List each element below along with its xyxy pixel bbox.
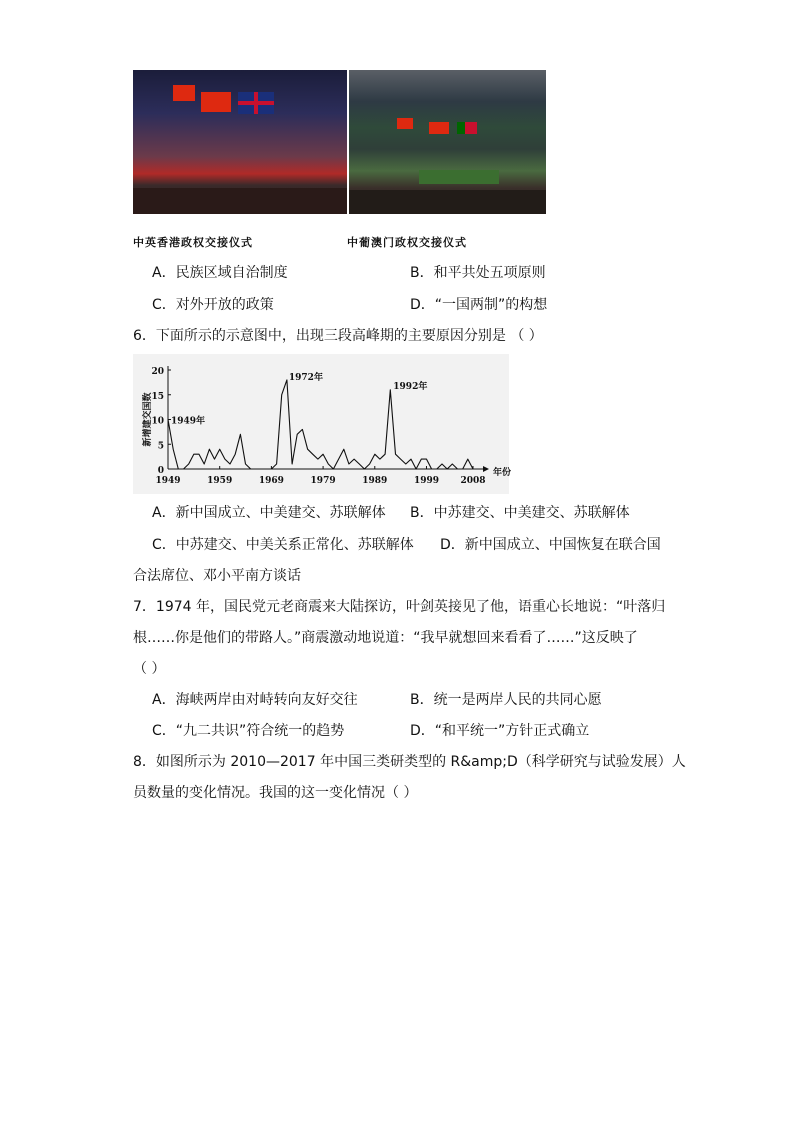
q6-option-b[interactable]: B．中苏建交、中美建交、苏联解体 [410,505,630,521]
q7-option-b[interactable]: B．统一是两岸人民的共同心愿 [410,692,602,708]
x-tick-label: 1969 [258,476,284,486]
diplomatic-relations-chart [133,354,512,494]
x-axis-label: 年份 [493,468,512,478]
x-tick-label: 1959 [207,476,233,486]
q5-option-a[interactable]: A．民族区域自治制度 [152,265,288,281]
peak-annotation: 1949年 [171,416,206,427]
x-tick-label: 1999 [413,476,440,486]
y-tick-label: 15 [151,391,164,402]
peak-annotation: 1972年 [288,372,323,383]
chart-svg [133,354,512,494]
q6-stem: 6．下面所示的示意图中，出现三段高峰期的主要原因分别是 （ ） [133,328,543,344]
q6-option-d-line1[interactable]: D．新中国成立、中国恢复在联合国 [440,537,661,553]
q6-option-d-line2[interactable]: 合法席位、邓小平南方谈话 [133,568,301,584]
y-tick-label: 20 [151,367,164,377]
x-tick-label: 1989 [362,476,388,486]
photo-right-caption: 中葡澳门政权交接仪式 [347,236,467,249]
y-tick-label: 0 [157,466,164,476]
q7-option-d[interactable]: D．“和平统一”方针正式确立 [410,723,590,739]
q8-stem-line2: 员数量的变化情况。我国的这一变化情况（ ） [133,785,418,801]
macau-handover-photo [349,70,546,214]
q7-option-c[interactable]: C．“九二共识”符合统一的趋势 [152,723,345,739]
q7-stem-line2: 根……你是他们的带路人。”商震激动地说道：“我早就想回来看看了……”这反映了 [133,630,638,646]
q7-stem-line1: 7．1974 年，国民党元老商震来大陆探访，叶剑英接见了他，语重心长地说：“叶落归 [133,599,666,615]
q5-option-b[interactable]: B．和平共处五项原则 [410,265,546,281]
q8-stem-line1: 8．如图所示为 2010—2017 年中国三类研类型的 R&amp;D（科学研究与试验发展）人 [133,754,686,770]
y-tick-label: 5 [157,441,164,452]
y-axis-label: 新增建交国数 [143,392,153,447]
x-tick-label: 1979 [310,476,336,486]
photo-left-caption: 中英香港政权交接仪式 [133,236,253,249]
q6-option-c[interactable]: C．中苏建交、中美关系正常化、苏联解体 [152,537,414,553]
q6-option-a[interactable]: A．新中国成立、中美建交、苏联解体 [152,505,386,521]
x-tick-label: 1949 [155,476,181,486]
peak-annotation: 1992年 [393,381,428,392]
hongkong-handover-photo [133,70,347,214]
q5-option-d[interactable]: D．“一国两制”的构想 [410,297,548,313]
x-axis-arrow [483,466,489,472]
series-line [168,380,473,469]
q5-option-c[interactable]: C．对外开放的政策 [152,297,274,313]
x-tick-label: 2008 [460,476,486,486]
y-tick-label: 10 [151,416,164,427]
q7-stem-line3: （ ） [133,661,166,677]
q7-option-a[interactable]: A．海峡两岸由对峙转向友好交往 [152,692,358,708]
